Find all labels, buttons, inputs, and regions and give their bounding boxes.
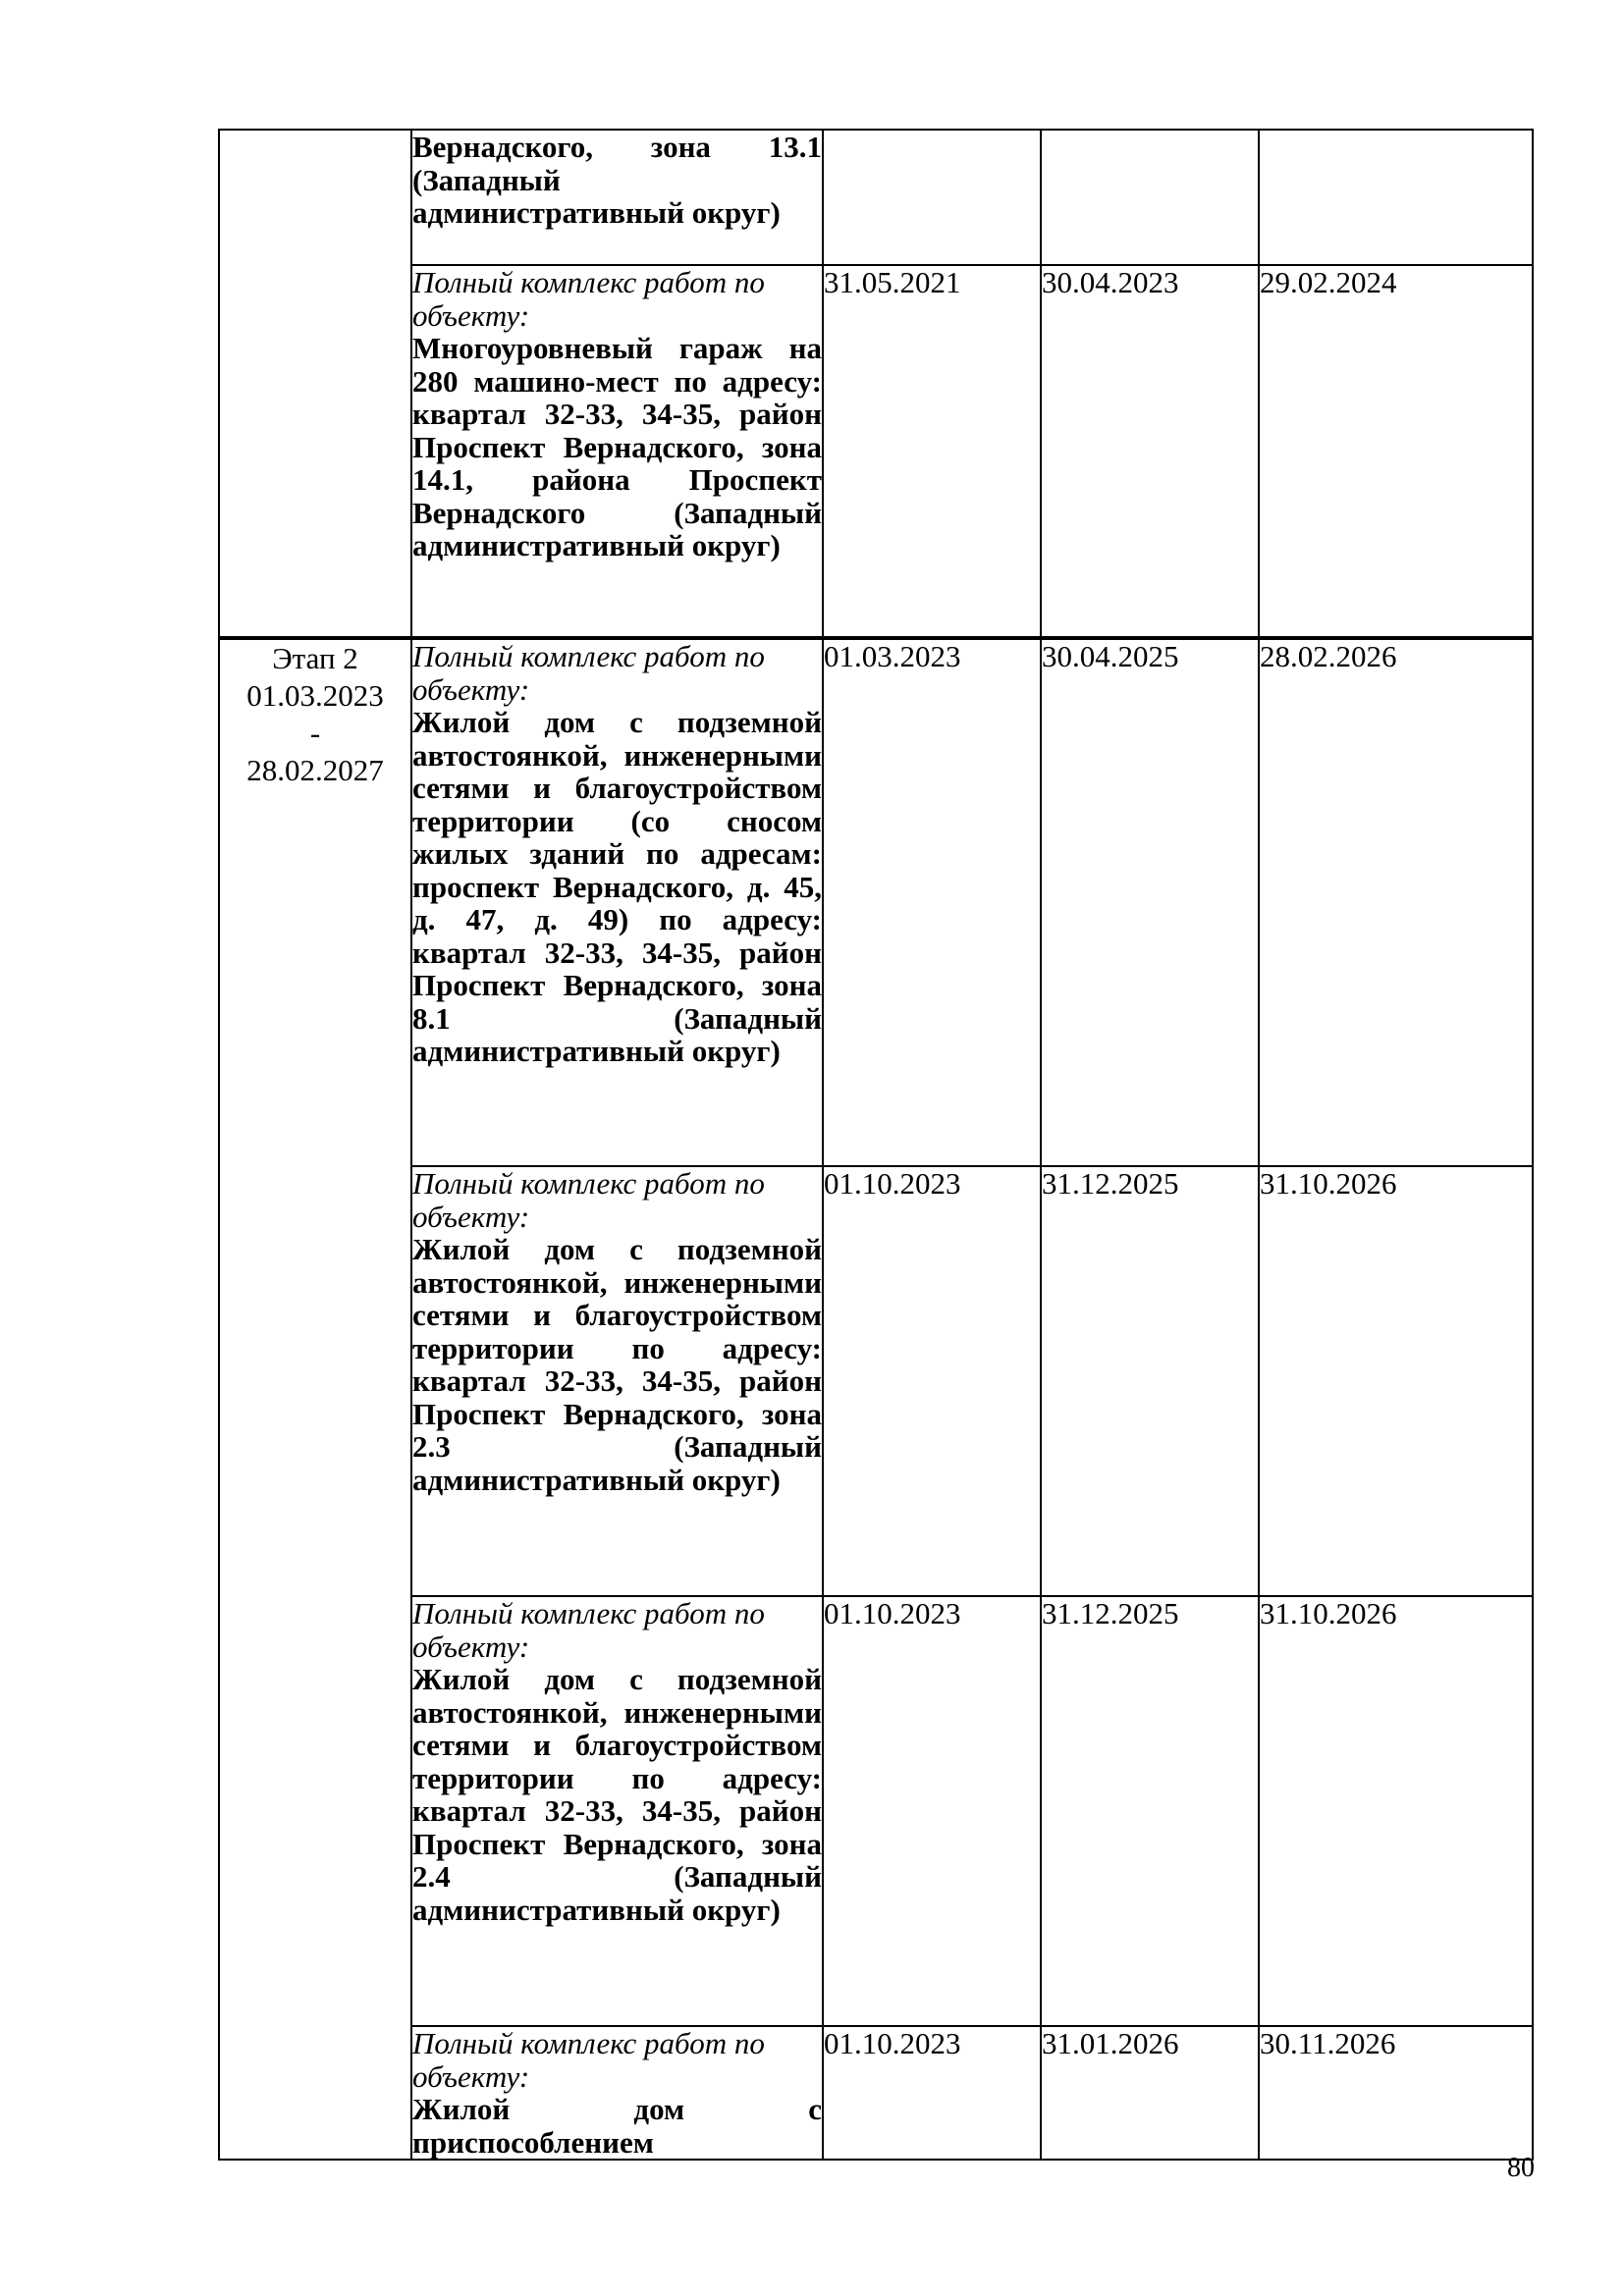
date-mid: 30.04.2023 bbox=[1041, 265, 1259, 638]
date-end: 31.10.2026 bbox=[1259, 1596, 1533, 2026]
table-row bbox=[219, 1166, 1533, 1596]
object-name: Жилой дом с подземной автостоянкой, инженерными сетями и благоустройством территории (со сносом жилых зданий по адресам: проспект Вернадского, д. 45, д. 47, д. 49) по адресу: квартал 32-33, 34-35, район Проспект Вернадского, зона 8.1 (Западный административный округ) bbox=[412, 705, 822, 1068]
date-start-cell bbox=[823, 130, 1041, 265]
table-row bbox=[219, 1596, 1533, 2026]
table-row bbox=[219, 130, 1533, 265]
table-row bbox=[219, 638, 1533, 1166]
stage1-cell bbox=[219, 130, 411, 638]
stage-start-date: 01.03.2023 bbox=[246, 678, 384, 713]
date-end: 30.11.2026 bbox=[1259, 2026, 1533, 2160]
table-row bbox=[219, 2026, 1533, 2160]
table-row bbox=[219, 265, 1533, 638]
date-mid: 31.12.2025 bbox=[1041, 1596, 1259, 2026]
object-name: Жилой дом с приспособлением bbox=[412, 2092, 822, 2160]
object-lead: Полный комплекс работ по объекту: bbox=[412, 1596, 765, 1664]
page-number: 80 bbox=[1507, 2153, 1535, 2183]
object-cell bbox=[411, 130, 823, 265]
date-end: 29.02.2024 bbox=[1259, 265, 1533, 638]
date-end: 31.10.2026 bbox=[1259, 1166, 1533, 1596]
object-lead: Полный комплекс работ по объекту: bbox=[412, 639, 765, 707]
object-lead: Полный комплекс работ по объекту: bbox=[412, 1166, 765, 1234]
date-mid: 31.12.2025 bbox=[1041, 1166, 1259, 1596]
date-start: 01.03.2023 bbox=[823, 638, 1041, 1166]
date-mid: 31.01.2026 bbox=[1041, 2026, 1259, 2160]
object-name: Вернадского, зона 13.1 (Западный административный округ) bbox=[412, 130, 822, 230]
stage-dash: - bbox=[309, 716, 321, 750]
stage2-cell bbox=[219, 638, 411, 2160]
object-name: Многоуровневый гараж на 280 машино-мест по адресу: квартал 32-33, 34-35, район Проспект Вернадского, зона 14.1, района Проспект Вернадского (Западный административный округ) bbox=[412, 331, 822, 562]
object-name: Жилой дом с подземной автостоянкой, инженерными сетями и благоустройством территории по адресу: квартал 32-33, 34-35, район Проспект Вернадского, зона 2.3 (Западный административный округ) bbox=[412, 1232, 822, 1497]
date-mid-cell bbox=[1041, 130, 1259, 265]
stage-end-date: 28.02.2027 bbox=[246, 753, 384, 787]
date-start: 01.10.2023 bbox=[823, 1596, 1041, 2026]
date-end: 28.02.2026 bbox=[1259, 638, 1533, 1166]
object-name: Жилой дом с подземной автостоянкой, инженерными сетями и благоустройством территории по адресу: квартал 32-33, 34-35, район Проспект Вернадского, зона 2.4 (Западный административный округ) bbox=[412, 1662, 822, 1927]
object-lead: Полный комплекс работ по объекту: bbox=[412, 2026, 765, 2094]
object-cell bbox=[411, 1166, 823, 1596]
date-mid: 30.04.2025 bbox=[1041, 638, 1259, 1166]
object-cell bbox=[411, 1596, 823, 2026]
date-start: 31.05.2021 bbox=[823, 265, 1041, 638]
date-start: 01.10.2023 bbox=[823, 2026, 1041, 2160]
object-cell bbox=[411, 265, 823, 638]
schedule-table bbox=[218, 129, 1534, 2161]
stage-label: Этап 2 bbox=[272, 641, 358, 675]
object-cell bbox=[411, 2026, 823, 2160]
date-start: 01.10.2023 bbox=[823, 1166, 1041, 1596]
date-end-cell bbox=[1259, 130, 1533, 265]
object-cell bbox=[411, 638, 823, 1166]
object-lead: Полный комплекс работ по объекту: bbox=[412, 265, 765, 333]
